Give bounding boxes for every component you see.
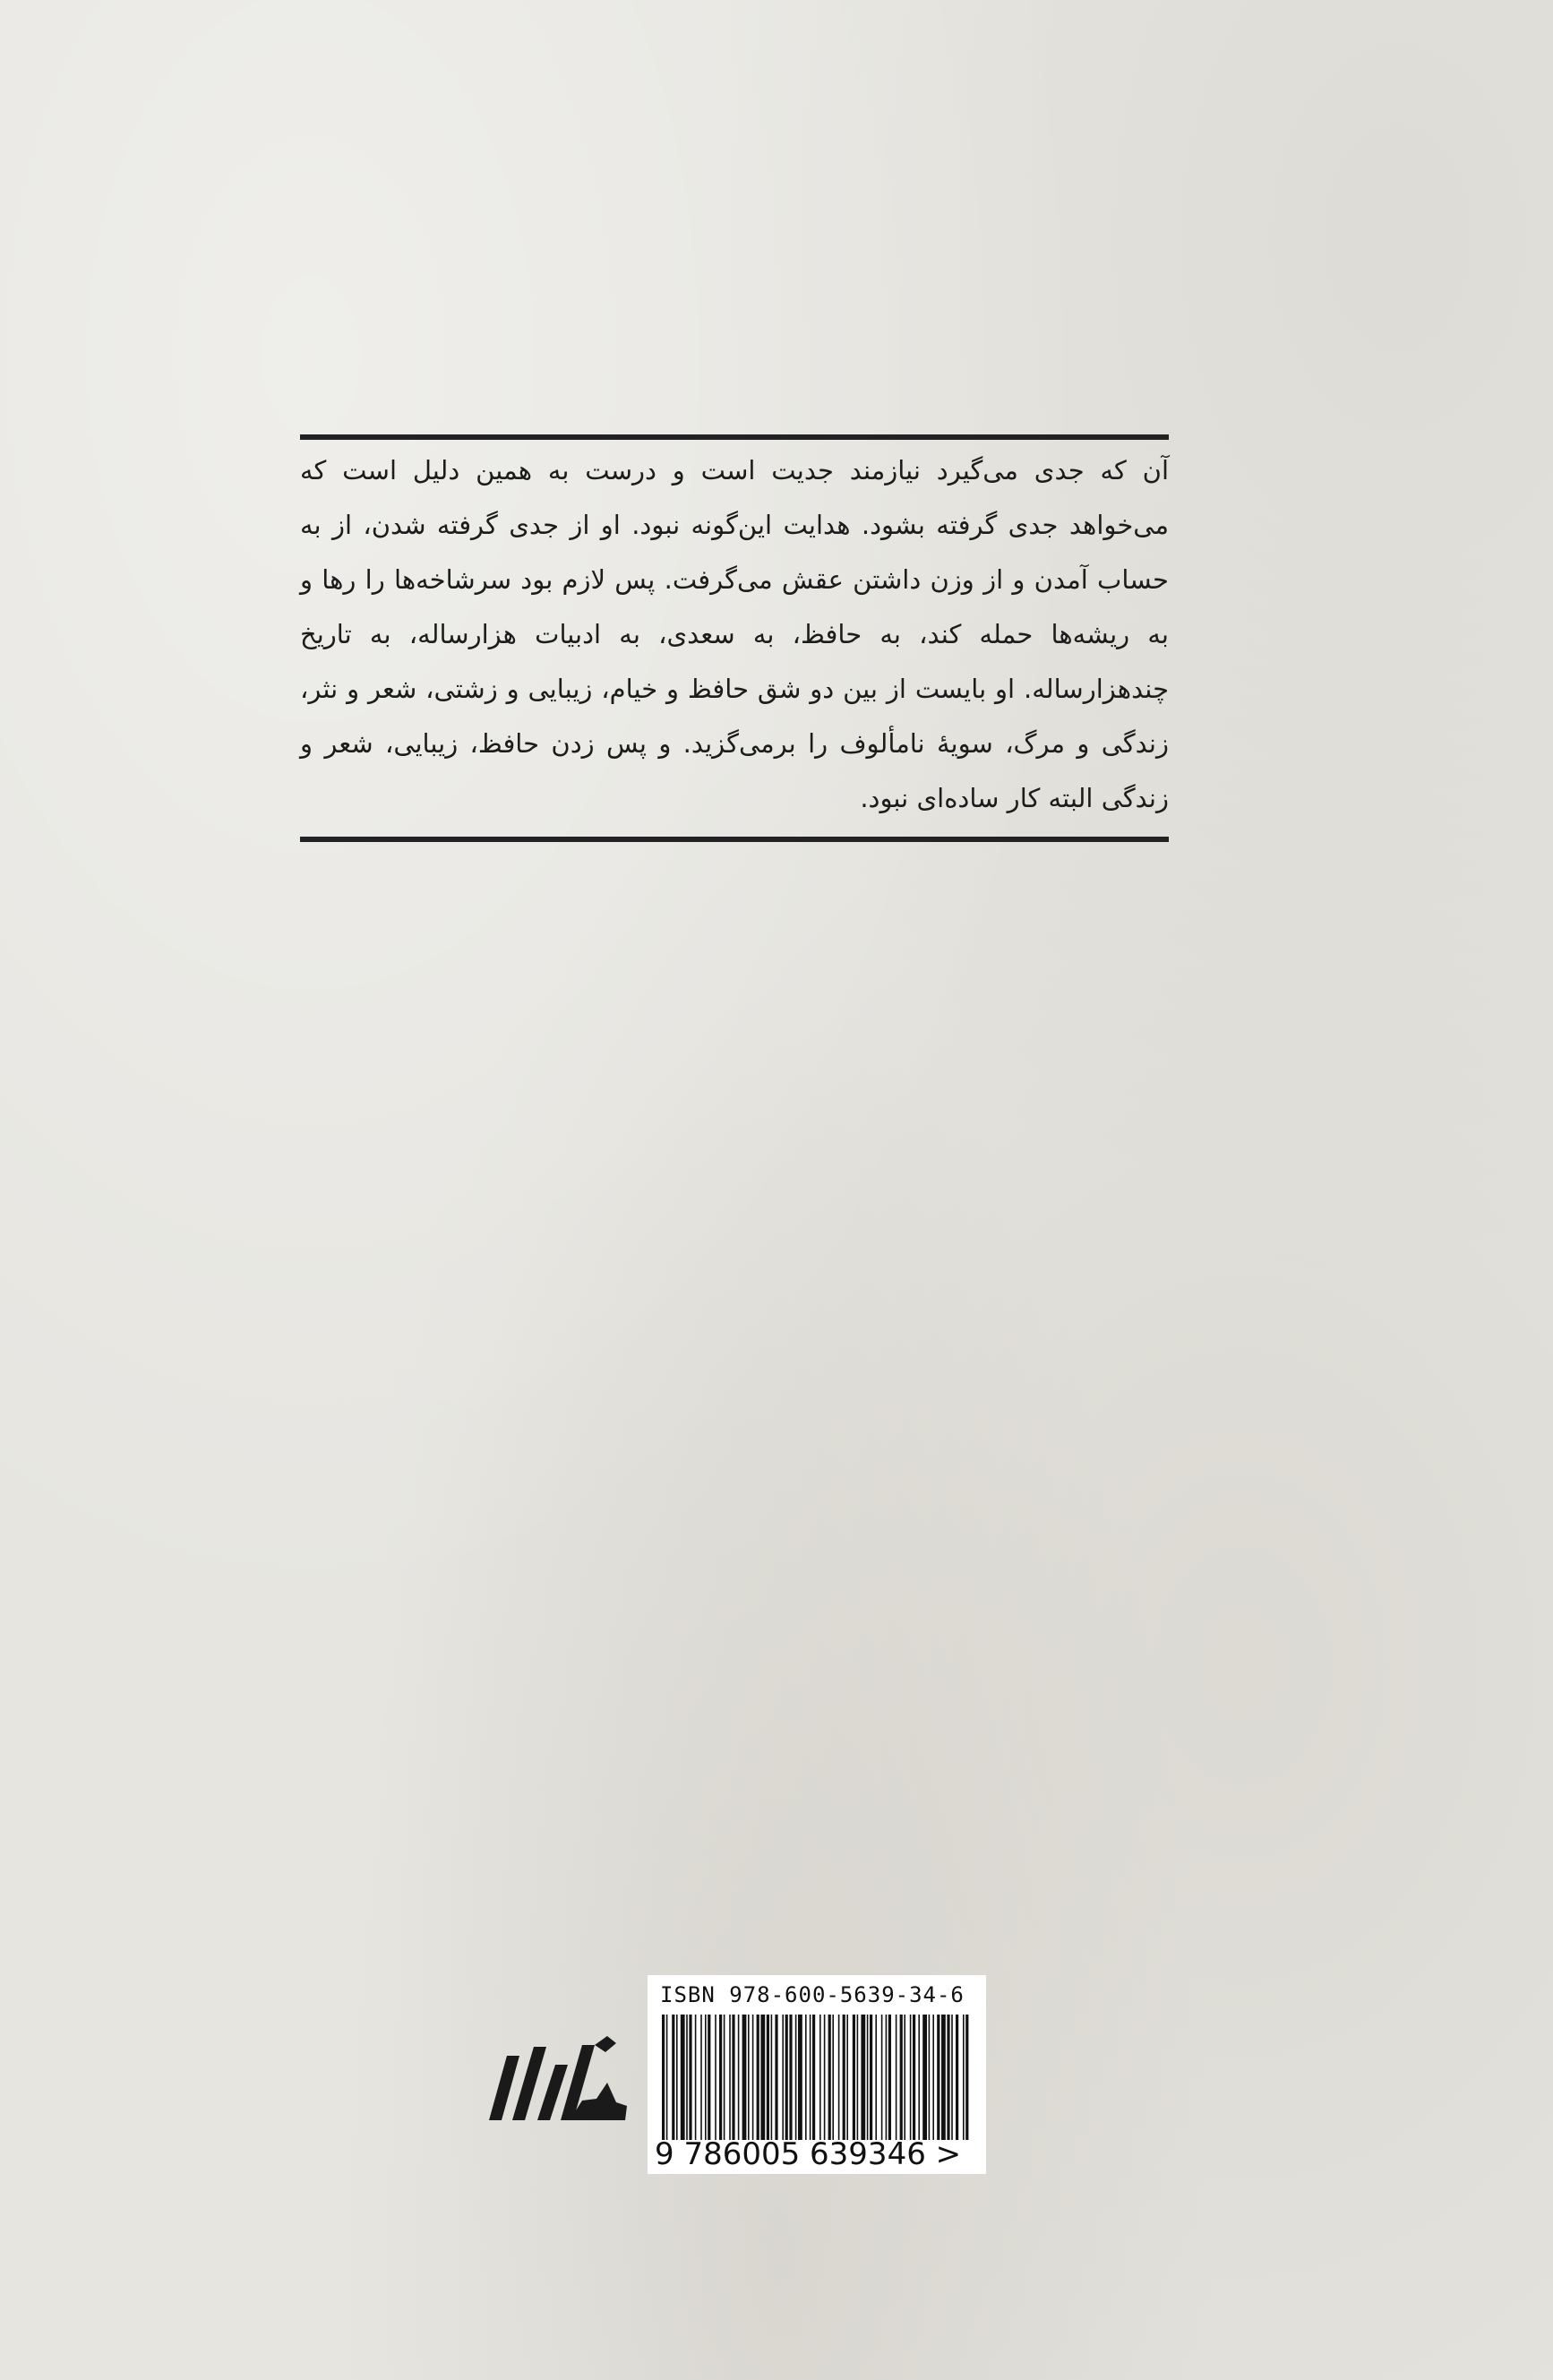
bottom-divider-rule bbox=[300, 837, 1169, 842]
isbn-label: ISBN 978-600-5639-34-6 bbox=[660, 1982, 965, 2007]
barcode-bars bbox=[660, 2015, 974, 2140]
barcode-number: 9 786005 639346 > bbox=[655, 2136, 962, 2172]
top-divider-rule bbox=[300, 434, 1169, 440]
isbn-barcode bbox=[648, 1975, 986, 2174]
back-cover-blurb: آن که جدی می‌گیرد نیازمند جدیت است و درست به همین دلیل است که می‌خواهد جدی گرفته بشود. هدایت این‌گونه نبود. او از جدی گرفته شدن، از به حساب آمدن و از وزن داشتن عقش می‌گرفت. پس لازم بود سرشاخه‌ها را رها و به ریشه‌ها حمله کند، به حافظ، به سعدی، به ادبیات هزارساله، به تاریخ چندهزارساله. او بایست از بین دو شق حافظ و خیام، زیبایی و زشتی، شعر و نثر، زندگی و مرگ، سویهٔ نامألوف را برمی‌گزید. و پس زدن حافظ، زیبایی، شعر و زندگی البته کار ساده‌ای نبود. bbox=[300, 455, 1169, 813]
publisher-logo-icon bbox=[482, 2020, 634, 2127]
